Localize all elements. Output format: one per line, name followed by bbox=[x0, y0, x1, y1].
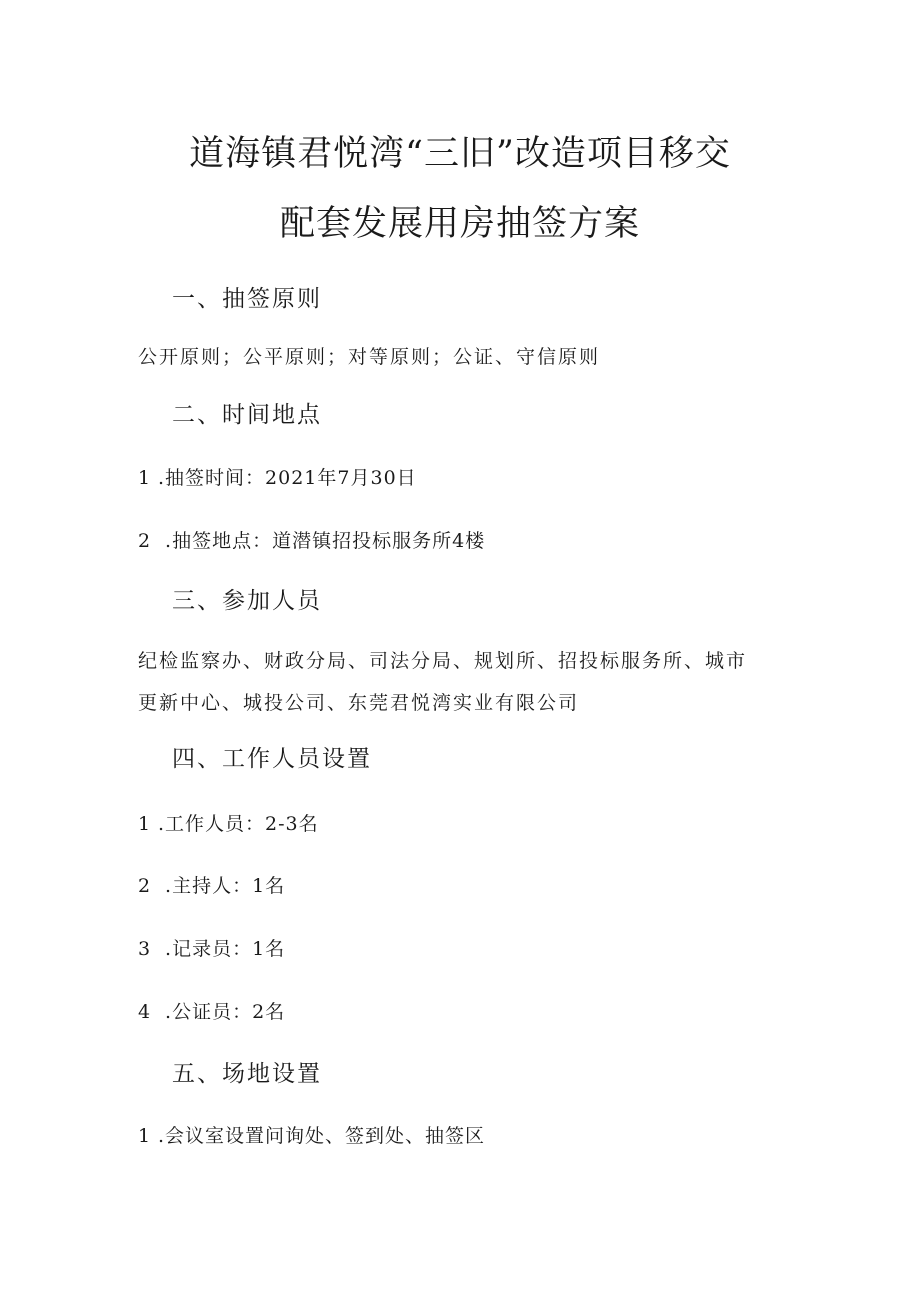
document-title-line-1: 道海镇君悦湾“三旧”改造项目移交 bbox=[189, 134, 731, 174]
list-item bbox=[138, 1003, 285, 1022]
document-title-line-2: 配套发展用房抽签方案 bbox=[279, 204, 640, 244]
list-item-text: .公证员：2名 bbox=[158, 1001, 286, 1023]
list-item-text: .主持人：1名 bbox=[158, 875, 286, 897]
section-heading-venue: 五、场地设置 bbox=[172, 1061, 322, 1087]
principles-text: 公开原则；公平原则；对等原则；公证、守信原则 bbox=[138, 346, 601, 368]
list-item-number: 3 bbox=[138, 938, 152, 960]
section-heading-time-place: 二、时间地点 bbox=[172, 402, 322, 428]
section-heading-principles: 一、抽签原则 bbox=[172, 286, 322, 312]
list-item-number: 1 bbox=[138, 1125, 152, 1147]
section-heading-staff: 四、工作人员设置 bbox=[172, 746, 372, 772]
list-item-number: 2 bbox=[138, 530, 152, 552]
list-item-text: .会议室设置问询处、签到处、抽签区 bbox=[158, 1125, 486, 1147]
list-item bbox=[138, 815, 319, 834]
participants-text-line-2: 更新中心、城投公司、东莞君悦湾实业有限公司 bbox=[138, 692, 580, 714]
list-item bbox=[138, 469, 417, 488]
list-item-number: 1 bbox=[138, 813, 152, 835]
list-item bbox=[138, 532, 485, 551]
list-item-text: .抽签时间：2021年7月30日 bbox=[158, 467, 417, 489]
participants-text-line-1: 纪检监察办、财政分局、司法分局、规划所、招投标服务所、城市 bbox=[138, 650, 748, 672]
list-item bbox=[138, 940, 285, 959]
list-item bbox=[138, 877, 285, 896]
list-item-number: 1 bbox=[138, 467, 152, 489]
list-item-text: .工作人员：2-3名 bbox=[158, 813, 319, 835]
list-item-text: .记录员：1名 bbox=[158, 938, 286, 960]
list-item bbox=[138, 1127, 485, 1146]
list-item-number: 2 bbox=[138, 875, 152, 897]
list-item-text: .抽签地点：道潜镇招投标服务所4楼 bbox=[158, 530, 486, 552]
list-item-number: 4 bbox=[138, 1001, 152, 1023]
section-heading-participants: 三、参加人员 bbox=[172, 588, 322, 614]
